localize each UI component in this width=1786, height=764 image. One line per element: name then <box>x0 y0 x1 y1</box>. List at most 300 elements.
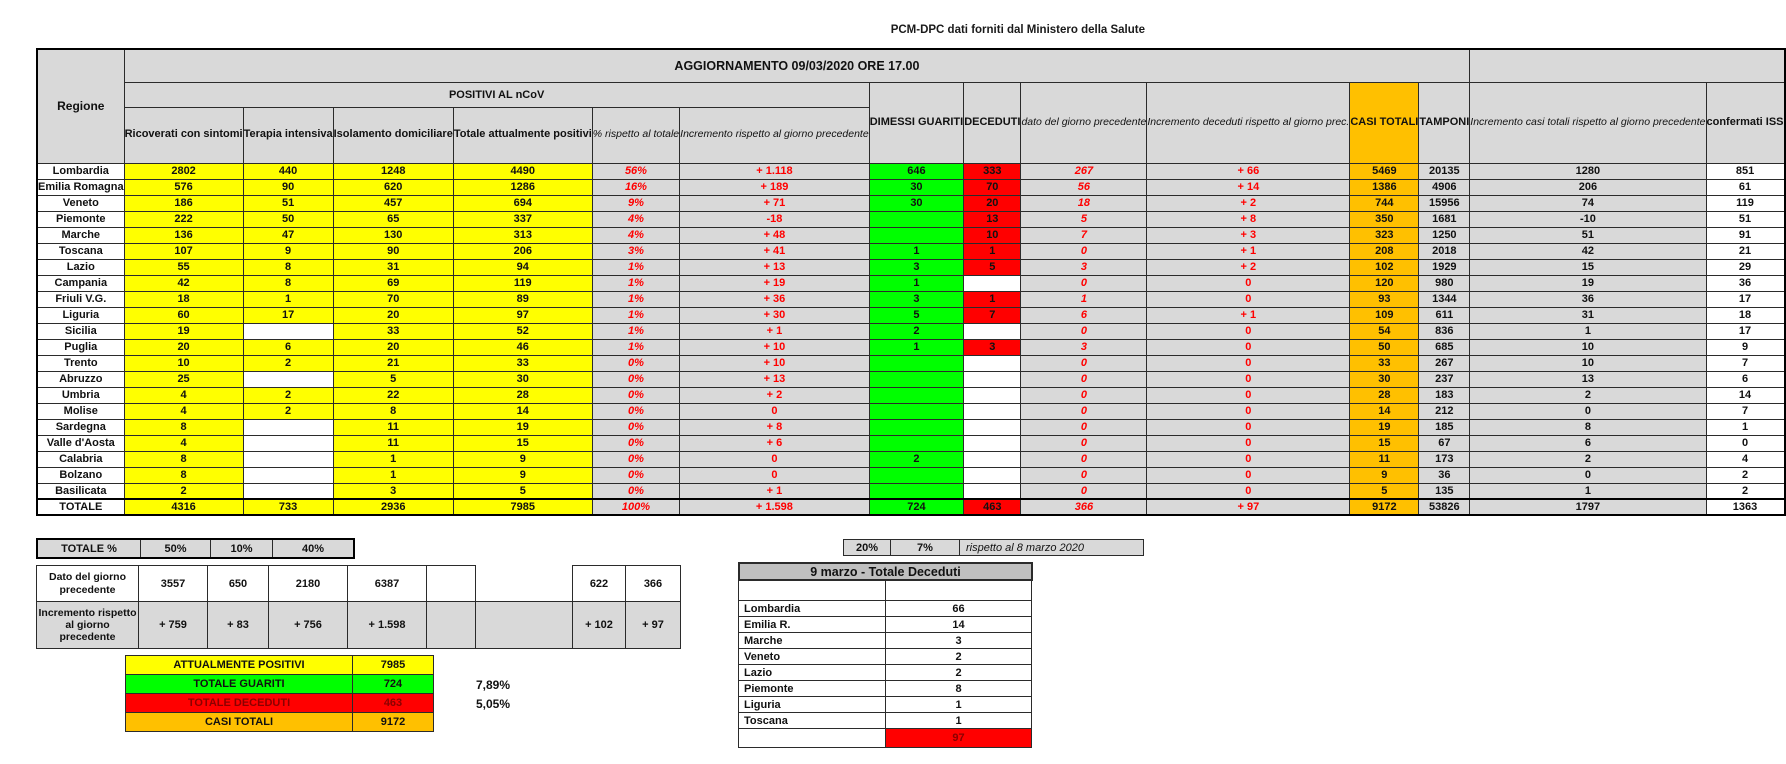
cell-pct-totale: 0% <box>592 451 679 467</box>
deceduti-region: Liguria <box>738 696 886 714</box>
cell-incremento: + 41 <box>680 243 870 259</box>
cell-terapia: 50 <box>243 211 333 227</box>
cell-confermati-iss: 61 <box>1706 179 1785 195</box>
cell-dimessi: 2 <box>869 323 964 339</box>
cell-incr-casi: 15 <box>1470 259 1706 275</box>
cell-incremento: + 13 <box>680 259 870 275</box>
legend-percentage <box>434 713 476 732</box>
cell-incr-deceduti: + 1 <box>1147 307 1350 323</box>
cell-dimessi <box>869 419 964 435</box>
legend-percentage: 7,89% <box>476 677 511 692</box>
value-cell: + 759 <box>138 601 208 649</box>
cell-totale-positivi: 19 <box>453 419 592 435</box>
cell-confermati-iss: 51 <box>1706 211 1785 227</box>
cell-deceduti: 333 <box>964 163 1021 179</box>
column-header-regione: Regione <box>37 49 124 163</box>
cell-ricoverati: 8 <box>124 451 243 467</box>
cell-confermati-iss: 14 <box>1706 387 1785 403</box>
cell-terapia: 440 <box>243 163 333 179</box>
cell-isolamento: 1248 <box>333 163 453 179</box>
cell-incr-deceduti: + 14 <box>1147 179 1350 195</box>
cell-confermati-iss: 17 <box>1706 323 1785 339</box>
cell-tamponi: 135 <box>1419 483 1470 499</box>
main-table-body <box>37 163 1785 515</box>
cell-incremento: + 71 <box>680 195 870 211</box>
cell-incremento: + 6 <box>680 435 870 451</box>
deceduti-table-rows <box>738 601 1033 730</box>
legend-block <box>125 656 510 732</box>
gap-cell <box>475 565 573 602</box>
deceduti-value: 1 <box>885 712 1032 730</box>
cell-dato-prec: 3 <box>1021 339 1147 355</box>
cell-dato-prec: 56 <box>1021 179 1147 195</box>
cell-terapia: 2 <box>243 355 333 371</box>
cell-ricoverati: 8 <box>124 467 243 483</box>
cell-pct-totale: 1% <box>592 275 679 291</box>
legend-row <box>125 675 510 694</box>
cell-dato-prec: 267 <box>1021 163 1147 179</box>
cell-incremento: 0 <box>680 451 870 467</box>
cell-isolamento: 21 <box>333 355 453 371</box>
cell-dimessi: 30 <box>869 179 964 195</box>
deceduti-spacer-right <box>885 580 1032 602</box>
cell-incr-deceduti: + 2 <box>1147 259 1350 275</box>
cell-totale-positivi: 28 <box>453 387 592 403</box>
cell-incr-casi: 0 <box>1470 467 1706 483</box>
cell-totale-positivi: 5 <box>453 483 592 499</box>
cell-casi-totali: 208 <box>1350 243 1419 259</box>
cell-terapia: 2 <box>243 387 333 403</box>
region-row <box>37 467 1785 483</box>
deceduti-cell: + 97 <box>625 601 681 649</box>
cell-confermati-iss: 4 <box>1706 451 1785 467</box>
cell-confermati-iss: 2 <box>1706 483 1785 499</box>
cell-tamponi: 685 <box>1419 339 1470 355</box>
cell-dato-prec: 0 <box>1021 483 1147 499</box>
cell-tamponi: 1929 <box>1419 259 1470 275</box>
column-header-totale-positivi: Totale attualmente positivi <box>453 107 592 163</box>
cell-isolamento: 620 <box>333 179 453 195</box>
total-row <box>37 499 1785 515</box>
cell-incremento: + 2 <box>680 387 870 403</box>
cell-terapia: 733 <box>243 499 333 515</box>
cell-incr-deceduti: 0 <box>1147 291 1350 307</box>
cell-incr-deceduti: 0 <box>1147 355 1350 371</box>
cell-regione: Friuli V.G. <box>37 291 124 307</box>
cell-ricoverati: 42 <box>124 275 243 291</box>
cell-regione: Bolzano <box>37 467 124 483</box>
cell-tamponi: 1344 <box>1419 291 1470 307</box>
increment-day-label: Incremento rispetto al giorno precedente <box>36 601 139 649</box>
deceduti-region: Lombardia <box>738 600 886 618</box>
cell-dimessi: 724 <box>869 499 964 515</box>
cell-tamponi: 20135 <box>1419 163 1470 179</box>
cell-casi-totali: 109 <box>1350 307 1419 323</box>
cell-tamponi: 212 <box>1419 403 1470 419</box>
cell-pct-totale: 0% <box>592 419 679 435</box>
region-row <box>37 371 1785 387</box>
cell-dato-prec: 0 <box>1021 387 1147 403</box>
cell-totale-positivi: 337 <box>453 211 592 227</box>
cell-confermati-iss: 18 <box>1706 307 1785 323</box>
cell-incr-casi: 36 <box>1470 291 1706 307</box>
cell-casi-totali: 30 <box>1350 371 1419 387</box>
totale-pct-ricoverati: 50% <box>141 540 211 557</box>
cell-terapia: 17 <box>243 307 333 323</box>
cell-regione: Veneto <box>37 195 124 211</box>
cell-incr-deceduti: 0 <box>1147 387 1350 403</box>
cell-incr-deceduti: + 2 <box>1147 195 1350 211</box>
cell-totale-positivi: 33 <box>453 355 592 371</box>
cell-incremento: + 13 <box>680 371 870 387</box>
column-header-casi-totali: CASI TOTALI <box>1350 82 1419 163</box>
cell-terapia <box>243 371 333 387</box>
cell-isolamento: 65 <box>333 211 453 227</box>
deceduti-cell: 366 <box>625 565 681 602</box>
cell-ricoverati: 2802 <box>124 163 243 179</box>
cell-casi-totali: 33 <box>1350 355 1419 371</box>
cell-isolamento: 8 <box>333 403 453 419</box>
previous-day-row <box>36 565 681 602</box>
cell-incr-deceduti: + 3 <box>1147 227 1350 243</box>
cell-regione: Lazio <box>37 259 124 275</box>
cell-incr-casi: -10 <box>1470 211 1706 227</box>
cell-isolamento: 20 <box>333 307 453 323</box>
previous-day-block <box>36 565 681 649</box>
cell-incr-casi: 6 <box>1470 435 1706 451</box>
deceduti-region: Lazio <box>738 664 886 682</box>
cell-isolamento: 5 <box>333 371 453 387</box>
column-header-dato-prec: dato del giorno precedente <box>1021 82 1147 163</box>
cell-dimessi: 30 <box>869 195 964 211</box>
dimessi-cell: 622 <box>572 565 626 602</box>
cell-pct-totale: 0% <box>592 483 679 499</box>
cell-regione: Valle d'Aosta <box>37 435 124 451</box>
deceduti-total-value: 97 <box>885 728 1032 748</box>
deceduti-total-row <box>738 729 1033 748</box>
cell-ricoverati: 20 <box>124 339 243 355</box>
cell-regione: Puglia <box>37 339 124 355</box>
cell-isolamento: 90 <box>333 243 453 259</box>
cell-incr-casi: 31 <box>1470 307 1706 323</box>
cell-deceduti <box>964 451 1021 467</box>
cell-terapia <box>243 483 333 499</box>
region-row <box>37 163 1785 179</box>
cell-confermati-iss: 29 <box>1706 259 1785 275</box>
cell-totale-positivi: 206 <box>453 243 592 259</box>
cell-incremento: + 1.598 <box>680 499 870 515</box>
column-header-pct-totale: % rispetto al totale <box>592 107 679 163</box>
cell-pct-totale: 56% <box>592 163 679 179</box>
cell-deceduti <box>964 275 1021 291</box>
cell-tamponi: 836 <box>1419 323 1470 339</box>
cell-dato-prec: 0 <box>1021 355 1147 371</box>
cell-pct-totale: 0% <box>592 355 679 371</box>
cell-totale-positivi: 14 <box>453 403 592 419</box>
cell-deceduti <box>964 435 1021 451</box>
cell-tamponi: 2018 <box>1419 243 1470 259</box>
cell-incremento: + 30 <box>680 307 870 323</box>
cell-incr-casi: 10 <box>1470 339 1706 355</box>
cell-confermati-iss: 21 <box>1706 243 1785 259</box>
cell-tamponi: 980 <box>1419 275 1470 291</box>
cell-dimessi <box>869 211 964 227</box>
cell-confermati-iss: 9 <box>1706 339 1785 355</box>
cell-ricoverati: 4 <box>124 387 243 403</box>
column-header-incr-casi: Incremento casi totali rispetto al giorno precedente <box>1470 82 1706 163</box>
cell-dimessi: 1 <box>869 243 964 259</box>
legend-label: TOTALE DECEDUTI <box>125 693 353 713</box>
cell-terapia: 9 <box>243 243 333 259</box>
cell-totale-positivi: 94 <box>453 259 592 275</box>
cell-dato-prec: 0 <box>1021 323 1147 339</box>
cell-casi-totali: 50 <box>1350 339 1419 355</box>
deceduti-region: Emilia R. <box>738 616 886 634</box>
region-row <box>37 179 1785 195</box>
cell-incr-deceduti: + 97 <box>1147 499 1350 515</box>
cell-totale-positivi: 4490 <box>453 163 592 179</box>
cell-incr-deceduti: 0 <box>1147 371 1350 387</box>
cell-dimessi: 3 <box>869 259 964 275</box>
cell-deceduti <box>964 323 1021 339</box>
column-header-isolamento: Isolamento domiciliare <box>333 107 453 163</box>
cell-regione: Calabria <box>37 451 124 467</box>
cell-terapia <box>243 451 333 467</box>
cell-dimessi <box>869 371 964 387</box>
cell-totale-positivi: 15 <box>453 435 592 451</box>
cell-isolamento: 70 <box>333 291 453 307</box>
cell-incr-deceduti: 0 <box>1147 403 1350 419</box>
deceduti-spacer-left <box>738 580 886 602</box>
deceduti-value: 8 <box>885 680 1032 698</box>
region-row <box>37 419 1785 435</box>
cell-ricoverati: 19 <box>124 323 243 339</box>
cell-incr-deceduti: + 66 <box>1147 163 1350 179</box>
cell-isolamento: 3 <box>333 483 453 499</box>
cell-terapia <box>243 323 333 339</box>
empty-cell <box>426 601 476 649</box>
cell-casi-totali: 9172 <box>1350 499 1419 515</box>
cell-tamponi: 237 <box>1419 371 1470 387</box>
cell-ricoverati: 10 <box>124 355 243 371</box>
cell-incremento: + 19 <box>680 275 870 291</box>
group-header-positivi: POSITIVI AL nCoV <box>124 82 869 107</box>
source-caption: PCM-DPC dati forniti dal Ministero della Salute <box>890 24 1145 36</box>
cell-deceduti <box>964 387 1021 403</box>
cell-incr-casi: 2 <box>1470 451 1706 467</box>
cell-dato-prec: 0 <box>1021 451 1147 467</box>
cell-incr-casi: 206 <box>1470 179 1706 195</box>
cell-casi-totali: 120 <box>1350 275 1419 291</box>
cell-ricoverati: 4 <box>124 435 243 451</box>
cell-totale-positivi: 97 <box>453 307 592 323</box>
cell-incremento: + 1 <box>680 323 870 339</box>
cell-deceduti <box>964 371 1021 387</box>
legend-percentage <box>434 656 476 675</box>
region-row <box>37 275 1785 291</box>
cell-isolamento: 31 <box>333 259 453 275</box>
cell-incr-deceduti: + 1 <box>1147 243 1350 259</box>
cell-regione: Emilia Romagna <box>38 181 124 193</box>
legend-row <box>125 713 510 732</box>
cell-casi-totali: 54 <box>1350 323 1419 339</box>
cell-incremento: 0 <box>680 403 870 419</box>
column-header-confermati-iss: confermati ISS <box>1706 82 1785 163</box>
legend-label: ATTUALMENTE POSITIVI <box>125 655 353 675</box>
cell-ricoverati: 186 <box>124 195 243 211</box>
region-row <box>37 195 1785 211</box>
column-header-deceduti: DECEDUTI <box>964 82 1021 163</box>
region-row <box>37 211 1785 227</box>
dimessi-cell: + 102 <box>572 601 626 649</box>
cell-pct-totale: 4% <box>592 227 679 243</box>
cell-totale-positivi: 1286 <box>453 179 592 195</box>
value-cell: 3557 <box>138 565 208 602</box>
region-row <box>37 483 1785 499</box>
cell-ricoverati: 576 <box>124 179 243 195</box>
cell-incr-casi: 1280 <box>1470 163 1706 179</box>
cell-ricoverati: 25 <box>124 371 243 387</box>
cell-incr-deceduti: 0 <box>1147 339 1350 355</box>
cell-regione: Campania <box>37 275 124 291</box>
cell-totale-positivi: 694 <box>453 195 592 211</box>
cell-confermati-iss: 0 <box>1706 435 1785 451</box>
cell-tamponi: 185 <box>1419 419 1470 435</box>
cell-casi-totali: 5469 <box>1350 163 1419 179</box>
value-cell: 650 <box>207 565 269 602</box>
deceduti-region: Veneto <box>738 648 886 666</box>
cell-dato-prec: 0 <box>1021 419 1147 435</box>
legend-value: 724 <box>352 674 434 694</box>
cell-deceduti: 463 <box>964 499 1021 515</box>
cell-incr-casi: 8 <box>1470 419 1706 435</box>
cell-incremento: + 48 <box>680 227 870 243</box>
header-spacer-cell <box>1470 49 1785 82</box>
cell-dato-prec: 7 <box>1021 227 1147 243</box>
cell-terapia: 51 <box>243 195 333 211</box>
increment-day-row <box>36 601 681 649</box>
cell-incr-deceduti: 0 <box>1147 419 1350 435</box>
region-row <box>37 451 1785 467</box>
cell-tamponi: 1250 <box>1419 227 1470 243</box>
cell-terapia <box>243 467 333 483</box>
cell-dimessi <box>869 467 964 483</box>
region-row <box>37 291 1785 307</box>
cell-deceduti: 10 <box>964 227 1021 243</box>
cell-casi-totali: 5 <box>1350 483 1419 499</box>
cell-dato-prec: 0 <box>1021 243 1147 259</box>
cell-dato-prec: 366 <box>1021 499 1147 515</box>
cell-deceduti: 13 <box>964 211 1021 227</box>
cell-pct-totale: 0% <box>592 371 679 387</box>
totale-pct-right <box>843 539 1144 556</box>
cell-isolamento: 1 <box>333 451 453 467</box>
deceduti-value: 66 <box>885 600 1032 618</box>
cell-incremento: + 1 <box>680 483 870 499</box>
cell-terapia: 47 <box>243 227 333 243</box>
region-row <box>37 339 1785 355</box>
cell-dato-prec: 0 <box>1021 403 1147 419</box>
empty-cell <box>426 565 476 602</box>
deceduti-total-label <box>738 728 886 748</box>
totale-pct-casi: 20% <box>843 539 891 556</box>
cell-totale-positivi: 7985 <box>453 499 592 515</box>
value-cell: + 756 <box>268 601 348 649</box>
legend-value: 9172 <box>352 712 434 732</box>
region-row <box>37 387 1785 403</box>
value-cell: 6387 <box>347 565 427 602</box>
cell-pct-totale: 9% <box>592 195 679 211</box>
legend-label: TOTALE GUARITI <box>125 674 353 694</box>
cell-isolamento: 11 <box>333 419 453 435</box>
cell-totale-positivi: 52 <box>453 323 592 339</box>
cell-deceduti <box>964 419 1021 435</box>
cell-pct-totale: 3% <box>592 243 679 259</box>
region-row <box>37 227 1785 243</box>
cell-deceduti: 1 <box>964 243 1021 259</box>
cell-incr-deceduti: 0 <box>1147 435 1350 451</box>
cell-dimessi <box>869 435 964 451</box>
cell-deceduti <box>964 467 1021 483</box>
update-banner: AGGIORNAMENTO 09/03/2020 ORE 17.00 <box>124 49 1470 82</box>
cell-terapia: 6 <box>243 339 333 355</box>
cell-incremento: + 36 <box>680 291 870 307</box>
cell-dato-prec: 0 <box>1021 371 1147 387</box>
cell-confermati-iss: 91 <box>1706 227 1785 243</box>
empty-cell <box>475 601 573 649</box>
cell-dimessi: 1 <box>869 275 964 291</box>
cell-casi-totali: 14 <box>1350 403 1419 419</box>
region-row <box>37 307 1785 323</box>
cell-regione: Trento <box>37 355 124 371</box>
column-header-tamponi: TAMPONI <box>1419 82 1470 163</box>
cell-isolamento: 20 <box>333 339 453 355</box>
cell-tamponi: 611 <box>1419 307 1470 323</box>
cell-pct-totale: 0% <box>592 403 679 419</box>
cell-deceduti: 3 <box>964 339 1021 355</box>
cell-incr-deceduti: 0 <box>1147 275 1350 291</box>
cell-ricoverati: 222 <box>124 211 243 227</box>
cell-casi-totali: 15 <box>1350 435 1419 451</box>
cell-confermati-iss: 17 <box>1706 291 1785 307</box>
cell-incremento: 0 <box>680 467 870 483</box>
cell-regione: Molise <box>37 403 124 419</box>
column-header-terapia: Terapia intensiva <box>243 107 333 163</box>
cell-casi-totali: 323 <box>1350 227 1419 243</box>
legend-value: 7985 <box>352 655 434 675</box>
deceduti-region: Marche <box>738 632 886 650</box>
cell-totale-positivi: 89 <box>453 291 592 307</box>
value-cell: 2180 <box>268 565 348 602</box>
column-header-dimessi: DIMESSI GUARITI <box>869 82 964 163</box>
cell-terapia: 8 <box>243 275 333 291</box>
region-row <box>37 435 1785 451</box>
cell-deceduti: 5 <box>964 259 1021 275</box>
cell-incr-deceduti: 0 <box>1147 451 1350 467</box>
cell-tamponi: 183 <box>1419 387 1470 403</box>
cell-totale-positivi: 9 <box>453 451 592 467</box>
cell-pct-totale: 1% <box>592 339 679 355</box>
regions-table <box>36 48 1786 516</box>
cell-terapia: 1 <box>243 291 333 307</box>
cell-incr-deceduti: 0 <box>1147 483 1350 499</box>
cell-tamponi: 53826 <box>1419 499 1470 515</box>
cell-regione: TOTALE <box>37 499 124 515</box>
cell-dimessi <box>869 483 964 499</box>
cell-dimessi <box>869 355 964 371</box>
cell-pct-totale: 100% <box>592 499 679 515</box>
cell-incremento: + 189 <box>680 179 870 195</box>
